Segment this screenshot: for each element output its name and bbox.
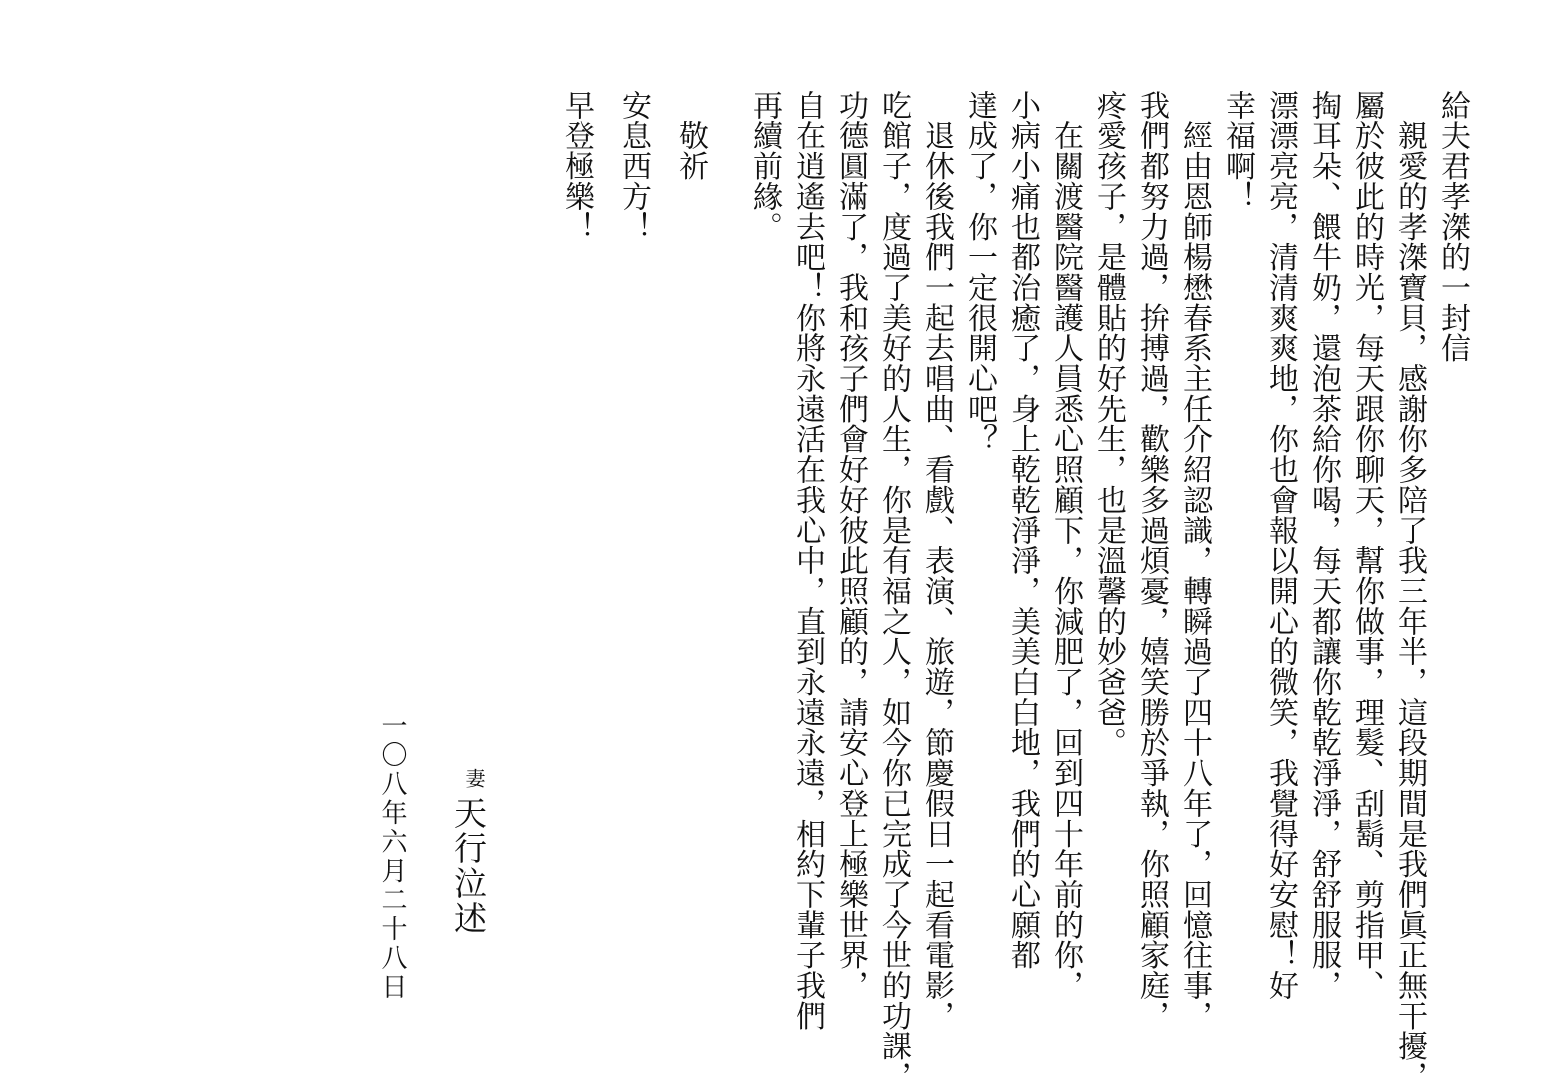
- paragraph-3-line-3: 達成了，你一定很開心吧？: [962, 90, 997, 455]
- letter-title: 給夫君孝滐的一封信: [1435, 90, 1470, 364]
- letter-date: 一〇八年六月二十八日: [377, 712, 407, 1002]
- paragraph-4-line-1: 退休後我們一起去唱曲、看戲、表演、旅遊，節慶假日一起看電影，: [919, 90, 954, 1031]
- paragraph-4-line-5: 再續前緣。: [747, 90, 782, 242]
- paragraph-1-line-3: 掏耳朵、餵牛奶，還泡茶給你喝，每天都讓你乾乾淨淨，舒舒服服，: [1306, 90, 1341, 1001]
- paragraph-3-line-2: 小病小痛也都治癒了，身上乾乾淨淨，美美白白地，我們的心願都: [1005, 90, 1040, 971]
- paragraph-1-line-2: 屬於彼此的時光，每天跟你聊天，幫你做事，理髮、刮鬍、剪指甲、: [1349, 90, 1384, 1001]
- paragraph-1-line-4: 漂漂亮亮，清清爽爽地，你也會報以開心的微笑，我覺得好安慰！好: [1263, 90, 1298, 1001]
- signature-name: 天行泣述: [449, 796, 488, 936]
- signature-relation: 妻: [462, 768, 486, 788]
- paragraph-1-line-5: 幸福啊！: [1220, 90, 1255, 212]
- paragraph-4-line-2: 吃館子，度過了美好的人生，你是有福之人，如今你已完成了今世的功課，: [876, 90, 911, 1092]
- closing-wish-1: 安息西方！: [616, 90, 651, 242]
- paragraph-1-line-1: 親愛的孝滐寶貝，感謝你多陪了我三年半，這段期間是我們眞正無干擾，: [1392, 90, 1427, 1092]
- closing-wish-2: 早登極樂！: [559, 90, 594, 242]
- closing-respect: 敬祈: [673, 90, 708, 182]
- paragraph-3-line-1: 在關渡醫院醫護人員悉心照顧下，你減肥了，回到四十年前的你，: [1048, 90, 1083, 1001]
- paragraph-2-line-2: 我們都努力過，拚搏過，歡樂多過煩憂，嬉笑勝於爭執，你照顧家庭，: [1134, 90, 1169, 1031]
- paragraph-4-line-4: 自在逍遙去吧！你將永遠活在我心中，直到永遠永遠，相約下輩子我們: [790, 90, 825, 1031]
- paragraph-4-line-3: 功德圓滿了，我和孩子們會好好彼此照顧的，請安心登上極樂世界，: [833, 90, 868, 1001]
- paragraph-2-line-3: 疼愛孩子，是體貼的好先生，也是溫馨的妙爸爸。: [1091, 90, 1126, 758]
- paragraph-2-line-1: 經由恩師楊懋春系主任介紹認識，轉瞬過了四十八年了，回憶往事，: [1177, 90, 1212, 1031]
